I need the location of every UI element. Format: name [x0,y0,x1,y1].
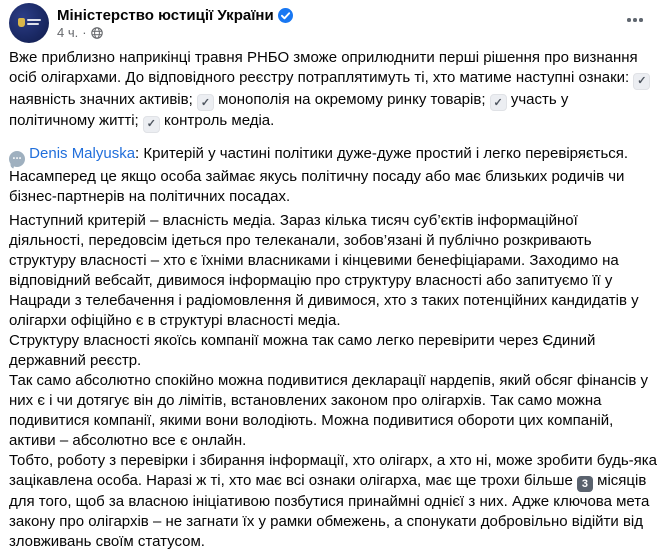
globe-privacy-icon [91,27,103,39]
post-paragraph: Тобто, роботу з перевірки і збирання інформації, хто олігарх, а хто ні, може зробити будь-яка зацікавлена особа. Наразі ж ті, хто має всі ознаки олігарха, має ще трохи більше 3 місяців для того, щоб за власною ініціативою позбутися принаймні однієї з них. Адже ключова мета закону про олігархів – не загнати їх у рамки обмежень, а спонукати добровільно відійти від зловживань своїм статусом. [9,451,657,550]
page-avatar[interactable] [9,3,49,43]
page-name-link[interactable]: Міністерство юстиції України [57,6,274,24]
post-text [9,48,657,552]
meta-separator: · [82,24,87,40]
post-header [9,2,657,44]
speech-balloon-emoji: ••• [9,151,25,167]
check-mark-emoji: ✓ [633,73,650,90]
check-mark-emoji: ✓ [143,116,160,133]
more-options-button[interactable] [621,6,649,34]
post-paragraph: Так само абсолютно спокійно можна подивитися декларації нардепів, який обсяг фінансів у них є і чи дотягує він до лімітів, встановлених законом про олігархів. Так само можна подивитися компанії, якими вони володіють. Можна подивитися обороти цих компаній, активи – абсолютно все є онлайн. [9,371,649,449]
post-paragraph: Структуру власності якоїсь компанії можна так само легко перевірити через Єдиний державний реєстр. [9,331,596,369]
check-mark-emoji: ✓ [490,94,507,111]
verified-badge-icon [278,8,293,23]
check-mark-emoji: ✓ [197,94,214,111]
post-paragraph: Наступний критерій – власність медіа. Зараз кілька тисяч суб’єктів інформаційної діяльності, передовсім ідеться про телеканали, зобов’язані й публічно розкривають структуру власності – хто є їхніми власниками і кінцевими бенефіціарами. Заходимо на відповідний вебсайт, дивимося інформацію про структуру власності або запитуємо її у Нацради з телебачення і радіомовлення й дивимося, хто з таких потенційних кандидатів у олігархи офіційно є в структурі власності медіа. [9,211,639,329]
post-timestamp[interactable]: 4 ч. [57,24,79,40]
post-paragraph: ••• Denis Malyuska: Критерій у частині політики дуже-дуже простий і легко перевіряється. Насамперед це якщо особа займає якусь політичну посаду або має близьких родичів чи бізнес-партнерів на політичних посадах. [9,144,629,205]
keycap-3-emoji: 3 [577,476,593,492]
mention-link[interactable]: Denis Malyuska [29,144,136,162]
post-paragraph: Вже приблизно наприкінці травня РНБО зможе оприлюднити перші рішення про визнання осіб олігархами. До відповідного реєстру потраплятимуть ті, хто матиме наступні ознаки: ✓ наявність значних активів; ✓ монополія на окремому ринку товарів; ✓ участь у політичному житті; ✓ контроль медіа. [9,48,657,133]
ministry-emblem-icon [18,18,25,27]
